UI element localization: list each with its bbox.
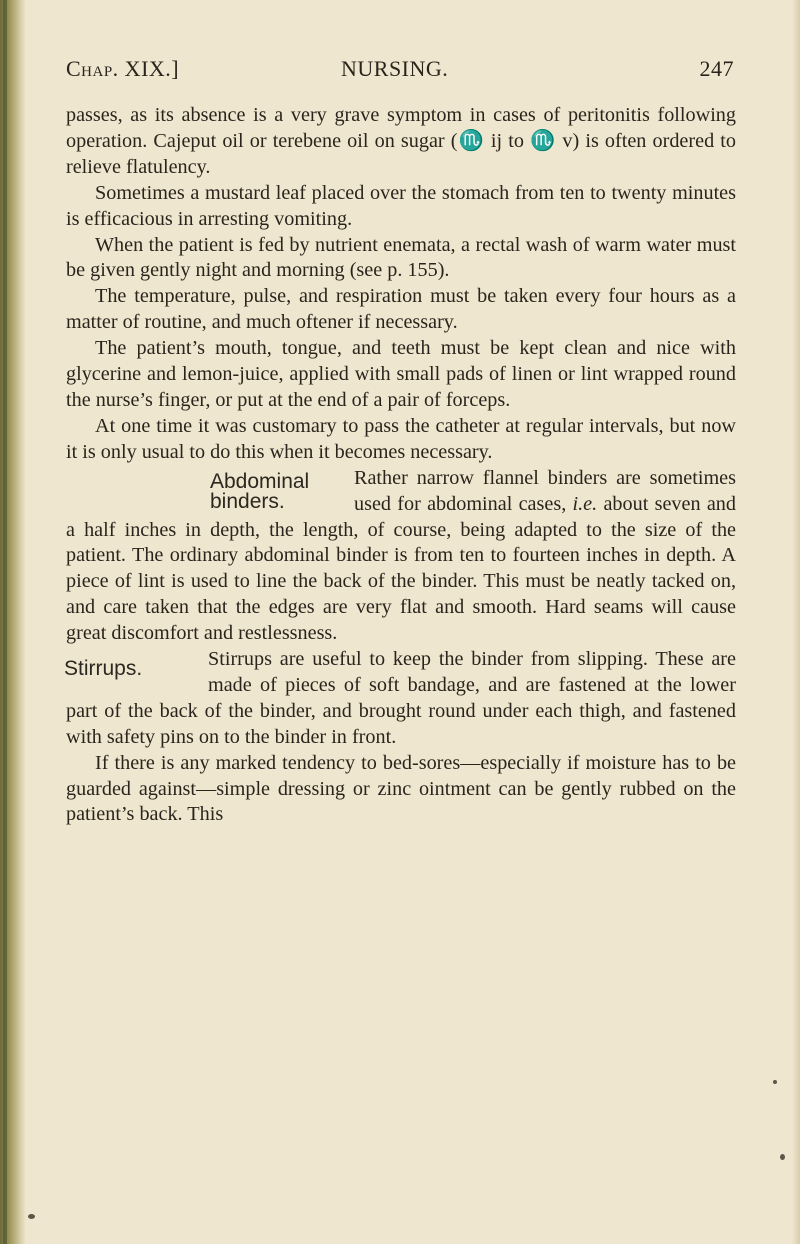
chapter-label: Chap. XIX.] <box>66 56 180 81</box>
ink-fleck <box>28 1214 35 1219</box>
paragraph: Sometimes a mustard leaf placed over the stomach from ten to twenty minutes is efficacious in arresting vomiting. <box>66 181 736 230</box>
paragraph: At one time it was customary to pass the catheter at regular intervals, but now it is only usual to do this when it becomes necessary. <box>66 414 736 463</box>
abdominal-text-intro: Rather narrow flannel binders are sometimes used for abdominal cases, <box>354 466 736 515</box>
page-number: 247 <box>699 56 734 81</box>
paragraph: When the patient is fed by nutrient enemata, a rectal wash of warm water must be given gently night and morning (see p. 155). <box>66 233 736 282</box>
page-edge <box>792 0 800 1244</box>
stirrups-paragraph <box>66 647 736 751</box>
binding-edge <box>3 0 7 1244</box>
paragraph: If there is any marked tendency to bed-sores—especially if moisture has to be guarded against—simple dressing or zinc ointment can be gently rubbed on the patient’s back. This <box>66 751 736 826</box>
sidenote-abdominal-binders: Abdominal binders. <box>210 469 310 513</box>
ink-fleck <box>780 1154 785 1160</box>
paragraph: The temperature, pulse, and respiration must be taken every four hours as a matter of routine, and much oftener if necessary. <box>66 285 736 334</box>
paragraph: passes, as its absence is a very grave symptom in cases of peritonitis following operation. Cajeput oil or terebene oil on sugar (♏ ij to ♏ v) is often ordered to relieve flatulency. <box>66 104 736 178</box>
abdominal-text-ie: i.e. <box>572 492 598 515</box>
abdominal-binders-paragraph <box>66 466 736 647</box>
ink-fleck <box>773 1080 777 1084</box>
running-header <box>66 56 734 90</box>
abdominal-text-rest: about seven and a half inches in depth, the length, of course, being adapted to the size of the patient. The ordinary abdominal binder is from ten to fourteen inches in depth. A piece of lint is used to line the back of the binder. This must be neatly tacked on, and care taken that the edges are very flat and smooth. Hard seams will cause great discomfort and restlessness. <box>66 492 736 645</box>
stirrups-text: Stirrups are useful to keep the binder from slipping. These are made of pieces of soft bandage, and are fastened at the lower part of the back of the binder, and brought round under each thigh, and fastened with safety pins on to the binder in front. <box>66 648 736 748</box>
running-title: NURSING. <box>341 56 449 81</box>
sidenote-stirrups: Stirrups. <box>64 657 143 681</box>
page-body <box>66 103 736 828</box>
paragraph: The patient’s mouth, tongue, and teeth must be kept clean and nice with glycerine and lemon-juice, applied with small pads of linen or lint wrapped round the nurse’s finger, or put at the end of a pair of forceps. <box>66 337 736 411</box>
